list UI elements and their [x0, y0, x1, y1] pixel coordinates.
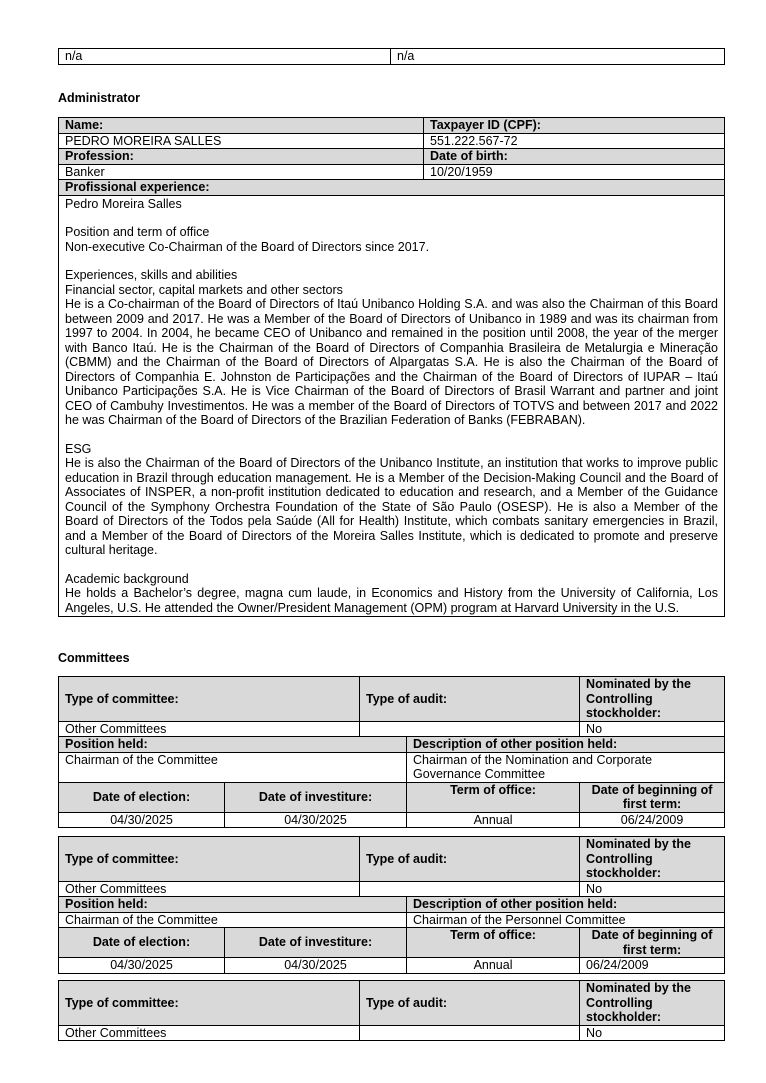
dob-label: Date of birth: [424, 149, 725, 165]
cpf-label: Taxpayer ID (CPF): [424, 118, 725, 134]
committee-type-value: Other Committees [59, 721, 360, 737]
position-title: Position and term of office [65, 225, 210, 239]
cpf-value: 551.222.567-72 [424, 133, 725, 149]
committee-type-value: Other Committees [59, 881, 360, 897]
experience-academic [65, 572, 718, 616]
committee-nominated-label: Nominated by the Controlling stockholder: [580, 677, 725, 722]
committee-election-label: Date of election: [59, 928, 225, 958]
committee-table [58, 676, 725, 828]
committee-investiture-value: 04/30/2025 [225, 958, 407, 974]
committee-position-value: Chairman of the Committee [59, 912, 407, 928]
committee-description-label: Description of other position held: [407, 897, 725, 913]
committee-election-label: Date of election: [59, 782, 225, 812]
committee-audit-value [360, 1025, 580, 1041]
name-value: PEDRO MOREIRA SALLES [59, 133, 424, 149]
committee-term-value: Annual [407, 958, 580, 974]
committee-type-value: Other Committees [59, 1025, 360, 1041]
committee-beginning-label: Date of beginning of first term: [580, 782, 725, 812]
committee-investiture-label: Date of investiture: [225, 928, 407, 958]
committee-term-label: Term of office: [407, 928, 580, 958]
committee-table [58, 980, 725, 1041]
position-text: Non-executive Co-Chairman of the Board of Directors since 2017. [65, 239, 430, 254]
committee-investiture-value: 04/30/2025 [225, 812, 407, 828]
committee-description-value: Chairman of the Nomination and Corporate Governance Committee [407, 752, 725, 782]
committee-description-value: Chairman of the Personnel Committee [407, 912, 725, 928]
committee-beginning-label: Date of beginning of first term: [580, 928, 725, 958]
profession-label: Profession: [59, 149, 424, 165]
committee-investiture-label: Date of investiture: [225, 782, 407, 812]
name-label: Name: [59, 118, 424, 134]
experience-skills [65, 268, 718, 428]
skills-text: He is a Co-chairman of the Board of Directors of Itaú Unibanco Holding S.A. and was also the Chairman of this Board between 2009 and 2017. He was a Member of the Board of Directors of Unibanco in 1989 and was its chairman from 1997 to 2004. In 2004, he became CEO of Unibanco and remained in the position until 2008, the year of the merger with Banco Itaú. He is the Chairman of the Board of Directors of Companhia Brasileira de Metalurgia e Mineração (CBMM) and the Chairman of the Board of Directors of Alpargatas S.A. He is also the Chairman of the Board of Directors of Companhia E. Johnston de Participações and the Chairman of the Board of Directors of IUPAR – Itaú Unibanco Participações S.A. He is Vice Chairman of the Board of Directors of Brasil Warrant and partner and joint CEO of Cambuhy Investimentos. He was a member of the Board of Directors of TOTVS and between 2017 and 2022 he was Chairman of the Board of Directors of the Brazilian Federation of Banks (FEBRABAN). [65, 297, 718, 427]
committee-audit-value [360, 881, 580, 897]
committee-beginning-value: 06/24/2009 [580, 812, 725, 828]
committee-position-label: Position held: [59, 897, 407, 913]
top-na-cell-1: n/a [59, 49, 391, 65]
profession-value: Banker [59, 164, 424, 180]
top-na-cell-2: n/a [391, 49, 725, 65]
experience-label: Profissional experience: [59, 180, 725, 196]
esg-text: He is also the Chairman of the Board of Directors of the Unibanco Institute, an institution that works to improve public education in Brazil through education management. He is a Member of the Decision-Making Council and the Board of Associates of INSPER, a non-profit institution dedicated to education and research, and a Member of the Guidance Council of the Symphony Orchestra Foundation of the State of São Paulo (OSESP). He is also a Member of the Board of Directors of the Todos pela Saúde (All for Health) Institute, which combats sanitary emergencies in Brazil, and a Member of the Board of Directors of the Moreira Salles Institute, which is dedicated to promote and preserve cultural heritage. [65, 456, 718, 557]
dob-value: 10/20/1959 [424, 164, 725, 180]
administrator-heading: Administrator [58, 91, 140, 105]
administrator-table [58, 117, 725, 617]
experience-body [59, 195, 725, 617]
committee-type-label: Type of committee: [59, 677, 360, 722]
committee-audit-label: Type of audit: [360, 677, 580, 722]
committee-election-value: 04/30/2025 [59, 958, 225, 974]
committee-audit-label: Type of audit: [360, 837, 580, 882]
academic-text: He holds a Bachelor’s degree, magna cum laude, in Economics and History from the University of California, Los Angeles, U.S. He attended the Owner/President Management (OPM) program at Harvard University in the U.S. [65, 586, 718, 615]
committee-position-label: Position held: [59, 737, 407, 753]
committee-term-label: Term of office: [407, 782, 580, 812]
committee-nominated-value: No [580, 1025, 725, 1041]
committee-election-value: 04/30/2025 [59, 812, 225, 828]
committee-description-label: Description of other position held: [407, 737, 725, 753]
committee-nominated-value: No [580, 881, 725, 897]
experience-position [65, 225, 718, 254]
committee-position-value: Chairman of the Committee [59, 752, 407, 782]
experience-name: Pedro Moreira Salles [65, 196, 182, 211]
top-na-table [58, 48, 725, 65]
committee-table [58, 836, 725, 974]
committee-nominated-label: Nominated by the Controlling stockholder: [580, 981, 725, 1026]
committee-term-value: Annual [407, 812, 580, 828]
committee-nominated-label: Nominated by the Controlling stockholder: [580, 837, 725, 882]
committee-type-label: Type of committee: [59, 981, 360, 1026]
experience-esg [65, 442, 718, 558]
skills-subtitle: Financial sector, capital markets and other sectors [65, 282, 343, 297]
committee-beginning-value: 06/24/2009 [580, 958, 725, 974]
committee-nominated-value: No [580, 721, 725, 737]
committee-audit-label: Type of audit: [360, 981, 580, 1026]
committee-type-label: Type of committee: [59, 837, 360, 882]
academic-title: Academic background [65, 571, 189, 586]
esg-title: ESG [65, 441, 92, 456]
committee-audit-value [360, 721, 580, 737]
skills-title: Experiences, skills and abilities [65, 268, 238, 282]
committees-heading: Committees [58, 651, 130, 665]
